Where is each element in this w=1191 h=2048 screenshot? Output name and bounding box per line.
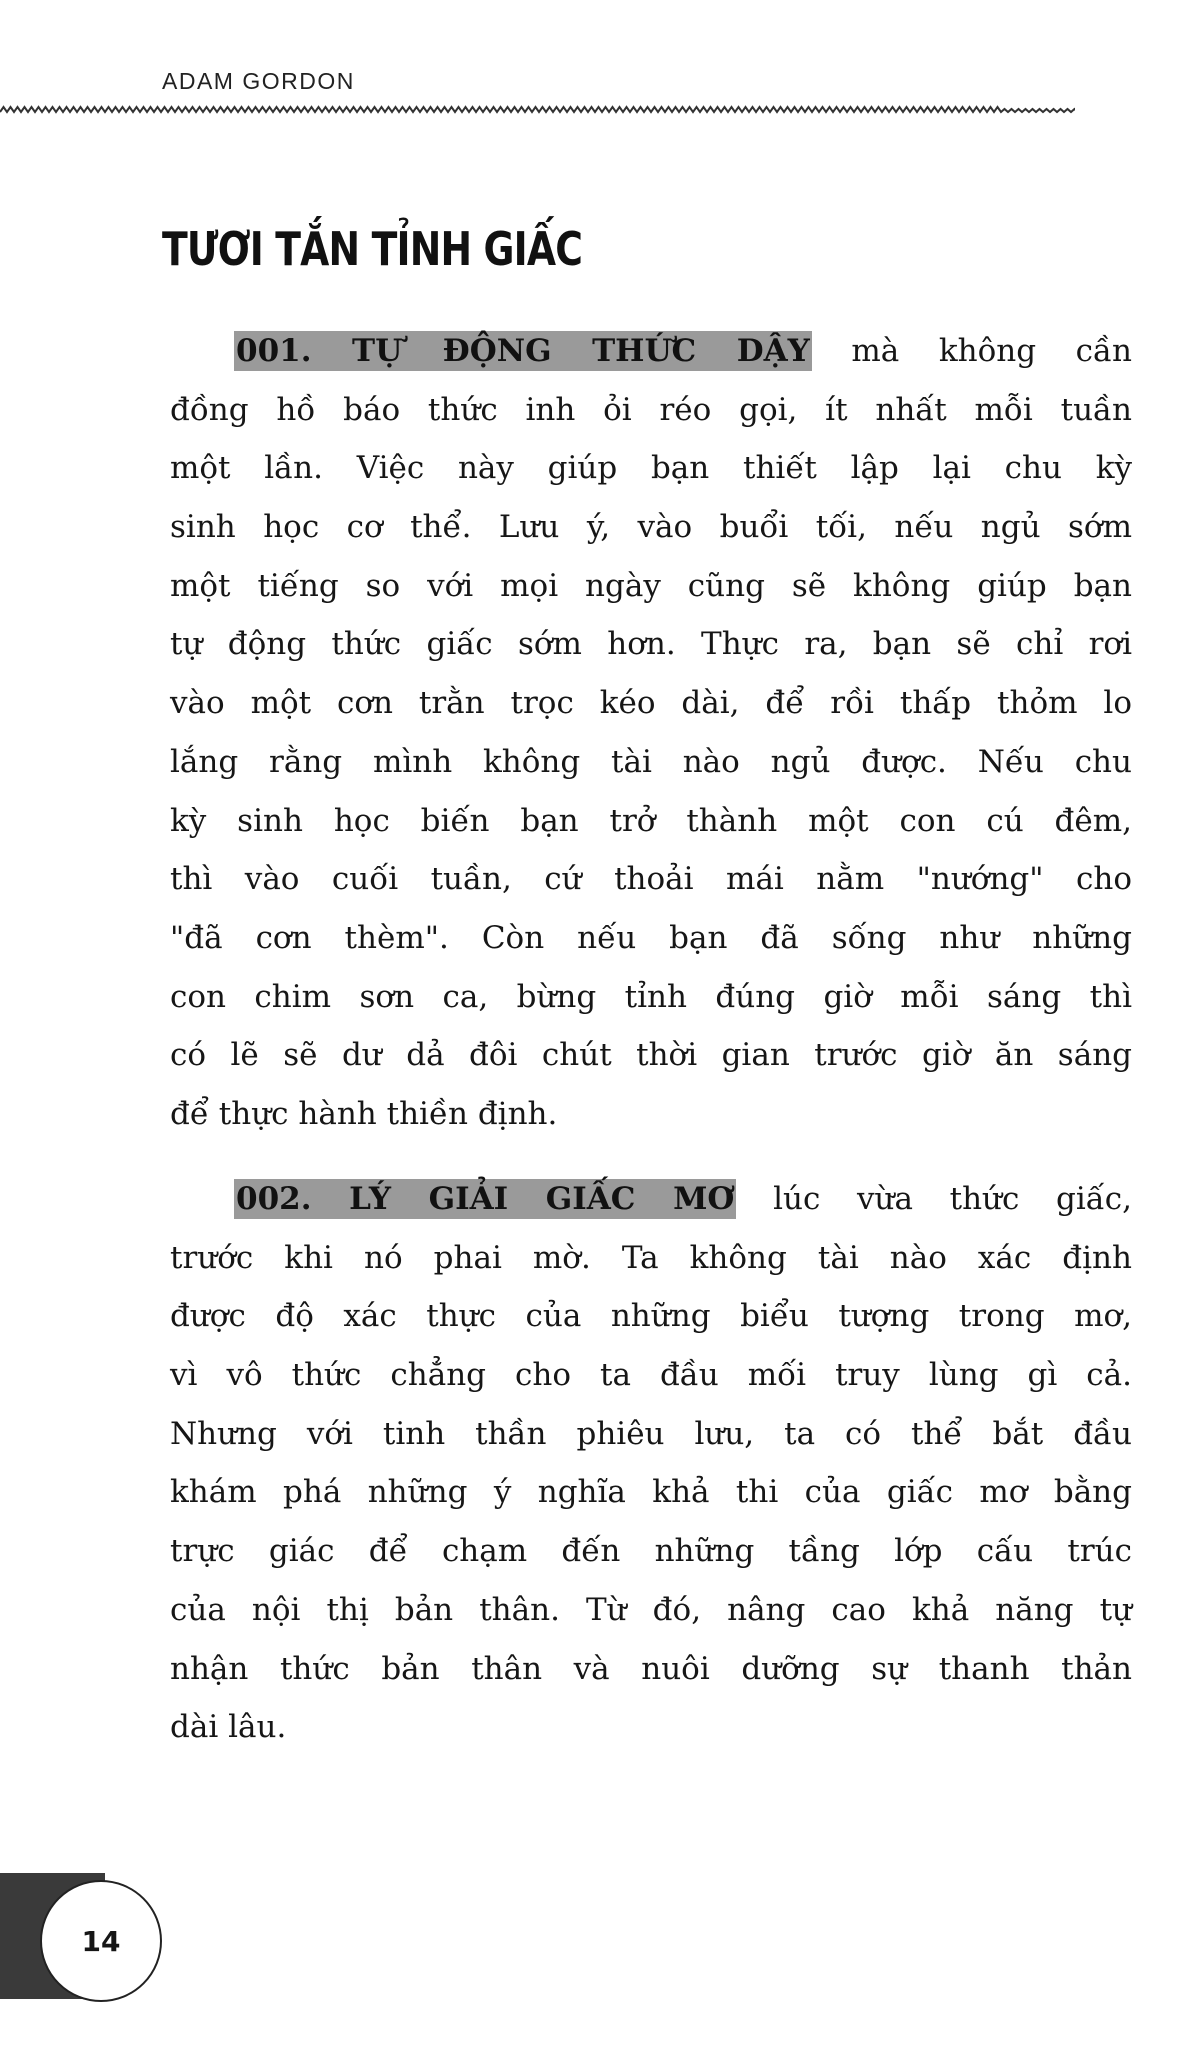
text-line — [170, 1026, 1132, 1085]
line-text: tự động thức giấc sớm hơn. Thực ra, bạn sẽ chỉ rơi — [170, 626, 1132, 663]
text-line — [170, 792, 1132, 851]
line-text: một lần. Việc này giúp bạn thiết lập lại chu kỳ — [170, 450, 1132, 487]
wavy-divider — [0, 102, 1075, 118]
text-line — [170, 1170, 1132, 1229]
text-line — [170, 1229, 1132, 1288]
entry-001 — [170, 322, 1132, 1144]
line-text: trực giác để chạm đến những tầng lớp cấu trúc — [170, 1533, 1132, 1570]
text-line — [170, 498, 1132, 557]
line-text: nhận thức bản thân và nuôi dưỡng sự thanh thản — [170, 1650, 1132, 1687]
text-line — [170, 1463, 1132, 1522]
line-text: kỳ sinh học biến bạn trở thành một con cú đêm, — [170, 802, 1132, 839]
line-text: mà không cần — [851, 333, 1132, 369]
text-line — [170, 557, 1132, 616]
page-number: 14 — [40, 1880, 162, 2002]
line-text: Nhưng với tinh thần phiêu lưu, ta có thể bắt đầu — [170, 1415, 1132, 1452]
line-text: để thực hành thiền định. — [170, 1095, 558, 1132]
entry-heading: 001. TỰ ĐỘNG THỨC DẬY — [236, 333, 810, 369]
line-text: dài lâu. — [170, 1709, 287, 1746]
line-text: lúc vừa thức giấc, — [773, 1181, 1132, 1217]
line-text: khám phá những ý nghĩa khả thi của giấc mơ bằng — [170, 1474, 1132, 1511]
line-text: "đã cơn thèm". Còn nếu bạn đã sống như những — [170, 919, 1132, 956]
text-line — [170, 1346, 1132, 1405]
text-line — [170, 909, 1132, 968]
text-line — [170, 733, 1132, 792]
text-line — [170, 1405, 1132, 1464]
line-text: được độ xác thực của những biểu tượng trong mơ, — [170, 1298, 1132, 1335]
entry-002 — [170, 1170, 1132, 1757]
line-text: đồng hồ báo thức inh ỏi réo gọi, ít nhất mỗi tuần — [170, 391, 1132, 428]
text-line — [170, 968, 1132, 1027]
line-text: trước khi nó phai mờ. Ta không tài nào xác định — [170, 1239, 1132, 1276]
line-text: sinh học cơ thể. Lưu ý, vào buổi tối, nếu ngủ sớm — [170, 509, 1132, 546]
text-line — [170, 322, 1132, 381]
running-head-author: ADAM GORDON — [162, 68, 355, 94]
text-line — [170, 1287, 1132, 1346]
text-line — [170, 1522, 1132, 1581]
text-line — [170, 1698, 1132, 1757]
text-line — [170, 381, 1132, 440]
line-text: của nội thị bản thân. Từ đó, nâng cao khả năng tự — [170, 1591, 1132, 1628]
text-line — [170, 615, 1132, 674]
text-line — [170, 1581, 1132, 1640]
line-text: con chim sơn ca, bừng tỉnh đúng giờ mỗi sáng thì — [170, 978, 1132, 1015]
text-line — [170, 674, 1132, 733]
line-text: vào một cơn trằn trọc kéo dài, để rồi thấp thỏm lo — [170, 685, 1132, 722]
line-text: vì vô thức chẳng cho ta đầu mối truy lùng gì cả. — [170, 1357, 1132, 1394]
text-line — [170, 1085, 1132, 1144]
line-text: thì vào cuối tuần, cứ thoải mái nằm "nướng" cho — [170, 861, 1132, 898]
text-line — [170, 439, 1132, 498]
line-text: một tiếng so với mọi ngày cũng sẽ không giúp bạn — [170, 567, 1132, 604]
line-text: lắng rằng mình không tài nào ngủ được. Nếu chu — [170, 743, 1132, 780]
text-line — [170, 850, 1132, 909]
chapter-title: TƯƠI TẮN TỈNH GIẤC — [162, 222, 583, 276]
entry-heading: 002. LÝ GIẢI GIẤC MƠ — [236, 1181, 735, 1217]
line-text: có lẽ sẽ dư dả đôi chút thời gian trước giờ ăn sáng — [170, 1037, 1132, 1074]
text-line — [170, 1640, 1132, 1699]
